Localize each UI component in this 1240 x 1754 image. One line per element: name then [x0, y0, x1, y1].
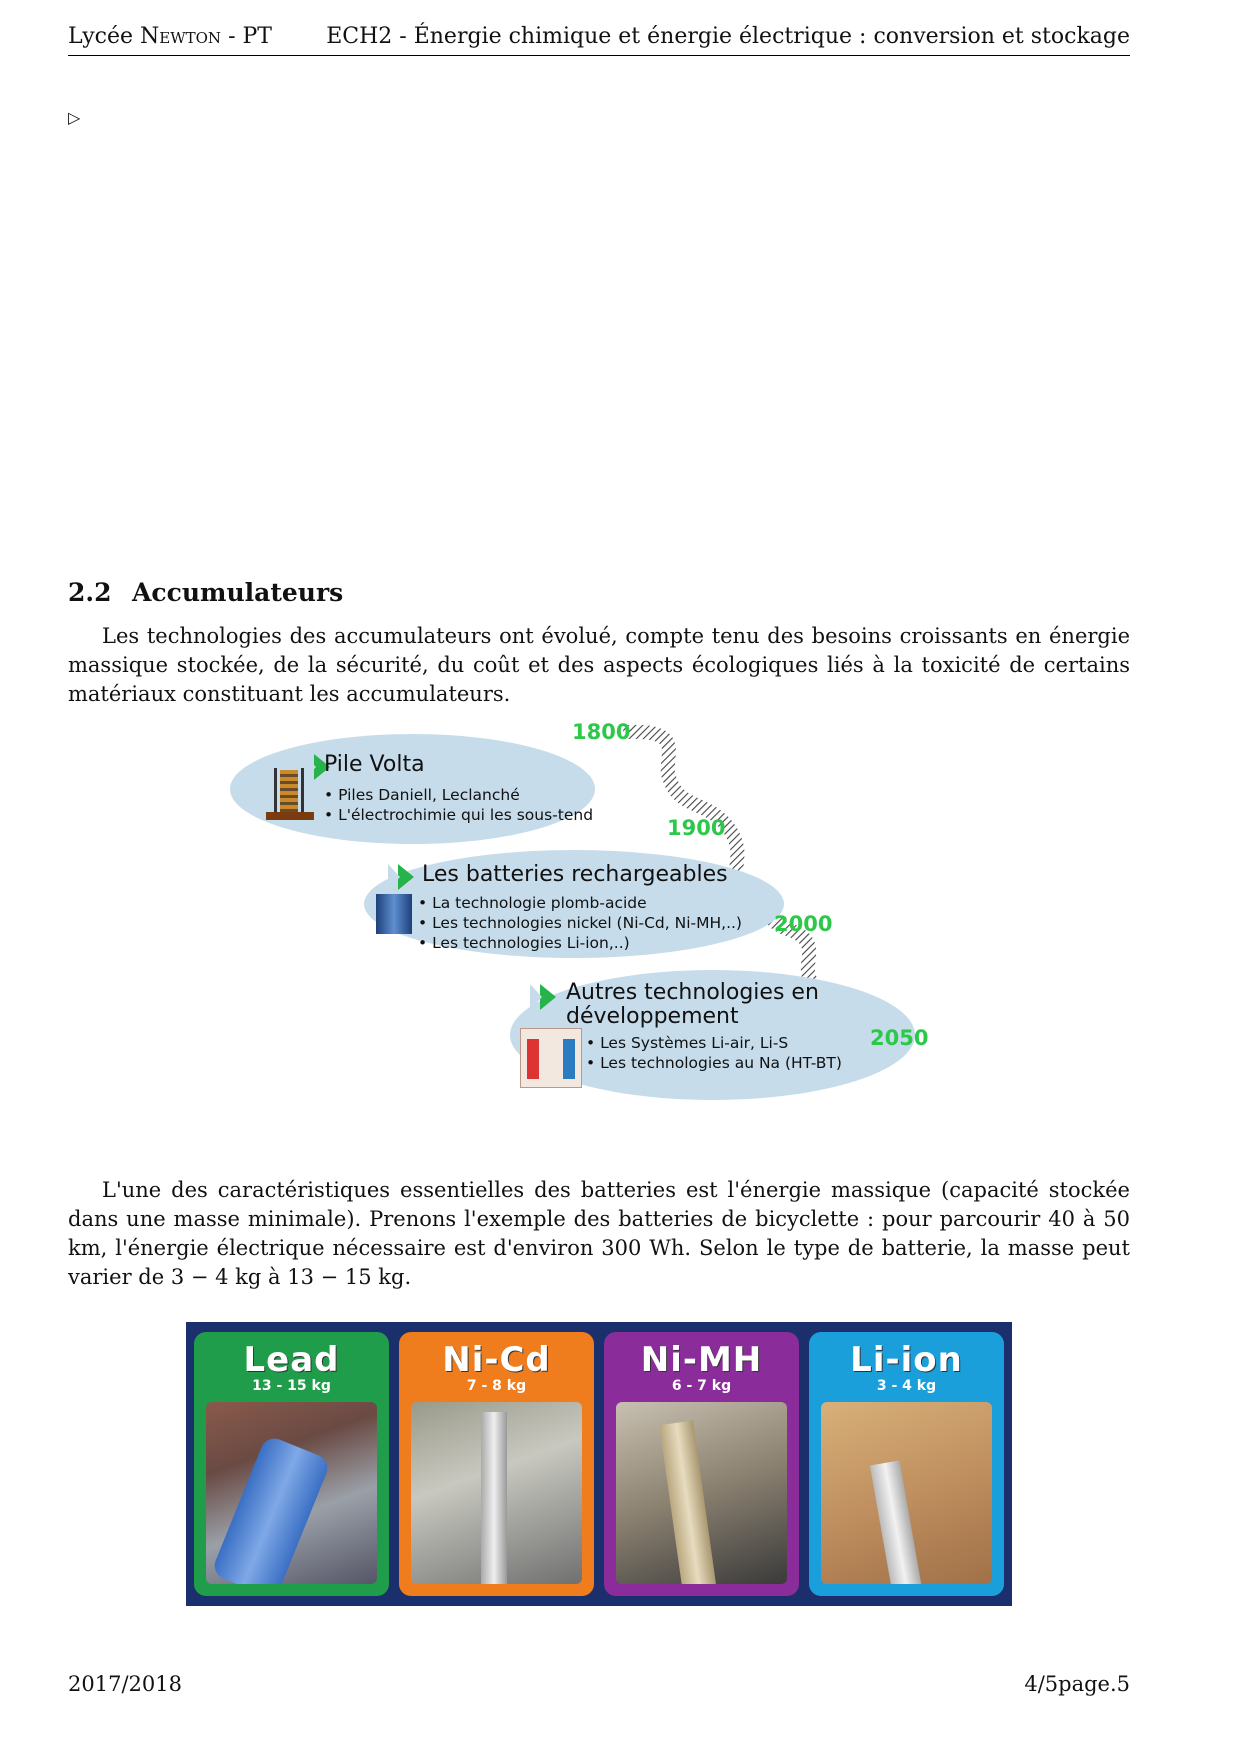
battery-mass: 3 - 4 kg: [876, 1378, 937, 1394]
header-rule: [68, 55, 1130, 56]
battery-comparison-image: [186, 1322, 1012, 1606]
year-label: 2050: [870, 1026, 929, 1050]
header-left: [68, 24, 272, 49]
bicycle-battery-photo: [821, 1402, 992, 1584]
timeline-figure: [230, 720, 940, 1140]
era-title: Pile Volta: [324, 752, 425, 777]
header-school-suffix: - PT: [228, 24, 272, 49]
battery-rack-icon: [376, 894, 412, 934]
section-title: Accumulateurs: [132, 578, 344, 607]
era-title: Les batteries rechargeables: [422, 862, 728, 887]
section-heading: [68, 578, 343, 607]
triangle-bullet-icon: ▷: [68, 108, 81, 127]
battery-name: Lead: [243, 1340, 340, 1380]
footer-year: 2017/2018: [68, 1672, 182, 1696]
footer-page-number: 4/5page.5: [1024, 1672, 1130, 1696]
cell-diagram-icon: [520, 1028, 582, 1088]
era-item: • Les Systèmes Li-air, Li-S: [586, 1034, 789, 1052]
battery-panel-lead: [194, 1332, 389, 1596]
battery-name: Ni-Cd: [442, 1340, 551, 1380]
bicycle-battery-photo: [411, 1402, 582, 1584]
paragraph-energie-massique: [68, 1176, 1130, 1292]
bicycle-battery-photo: [206, 1402, 377, 1584]
year-label: 1900: [667, 816, 726, 840]
year-label: 1800: [572, 720, 631, 744]
chevron-right-icon: [398, 864, 414, 890]
era-item: • Piles Daniell, Leclanché: [324, 786, 520, 804]
era-batteries-rechargeables: [364, 850, 784, 958]
battery-panel-liion: [809, 1332, 1004, 1596]
battery-panel-nimh: [604, 1332, 799, 1596]
header-school-prefix: Lycée: [68, 24, 134, 49]
era-pile-volta: [230, 734, 595, 844]
era-item: • L'électrochimie qui les sous-tend: [324, 806, 594, 824]
bicycle-battery-photo: [616, 1402, 787, 1584]
paragraph-intro-text: Les technologies des accumulateurs ont évolué, compte tenu des besoins croissants en énergie massique stockée, de la sécurité, du coût et des aspects écologiques liés à la toxicité de certains matériaux constituant les accumulateurs.: [68, 624, 1130, 706]
header-school-name: Newton: [140, 24, 222, 49]
battery-panel-nicd: [399, 1332, 594, 1596]
era-title-line2: développement: [566, 1004, 739, 1029]
chevron-right-icon: [540, 984, 556, 1010]
battery-name: Li-ion: [850, 1340, 963, 1380]
battery-mass: 13 - 15 kg: [252, 1378, 331, 1394]
battery-name: Ni-MH: [640, 1340, 763, 1380]
battery-mass: 6 - 7 kg: [671, 1378, 732, 1394]
paragraph-intro: [68, 622, 1130, 709]
era-autres-technologies: [510, 970, 915, 1100]
era-title-line1: Autres technologies en: [566, 980, 819, 1005]
header-chapter-title: ECH2 - Énergie chimique et énergie électrique : conversion et stockage: [326, 24, 1130, 49]
era-item: • La technologie plomb-acide: [418, 894, 647, 912]
section-number: 2.2: [68, 578, 112, 607]
battery-mass: 7 - 8 kg: [466, 1378, 527, 1394]
paragraph-energie-massique-text: L'une des caractéristiques essentielles des batteries est l'énergie massique (capacité stockée dans une masse minimale). Prenons l'exemple des batteries de bicyclette : pour parcourir 40 à 50 km, l'énergie électrique nécessaire est d'environ 300 Wh. Selon le type de batterie, la masse peut varier de 3 − 4 kg à 13 − 15 kg.: [68, 1178, 1130, 1289]
year-label: 2000: [774, 912, 833, 936]
era-item: • Les technologies Li-ion,..): [418, 934, 630, 952]
era-item: • Les technologies au Na (HT-BT): [586, 1054, 842, 1072]
era-item: • Les technologies nickel (Ni-Cd, Ni-MH,..): [418, 914, 742, 932]
